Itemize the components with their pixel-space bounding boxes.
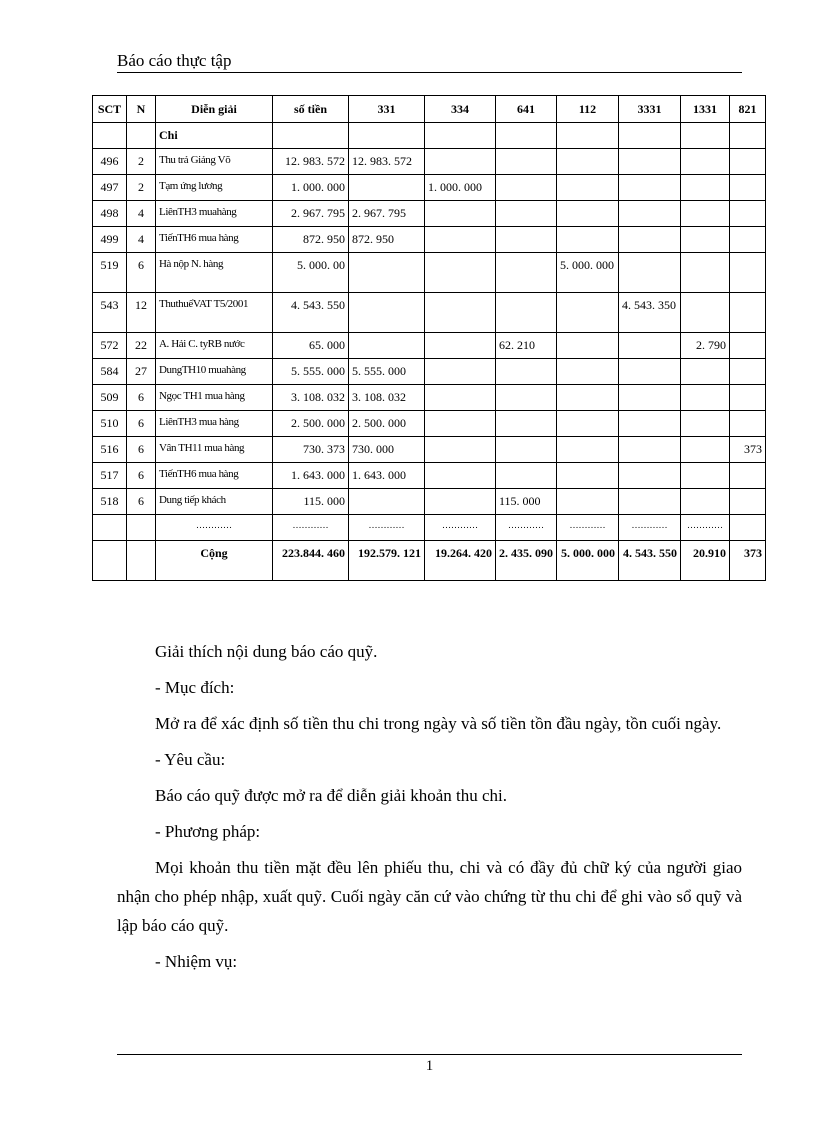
table-cell: 584 (93, 359, 127, 385)
total-value: 223.844. 460 (273, 541, 349, 581)
table-cell: 373 (730, 437, 766, 463)
table-cell (349, 175, 425, 201)
table-cell: 2. 500. 000 (349, 411, 425, 437)
table-cell (557, 149, 619, 175)
table-cell (730, 253, 766, 293)
table-row (93, 227, 766, 253)
table-cell: ………… (619, 515, 681, 541)
table-cell (425, 489, 496, 515)
table-cell (425, 333, 496, 359)
section-row (93, 123, 766, 149)
table-cell: 2. 790 (681, 333, 730, 359)
table-row (93, 489, 766, 515)
table-cell (425, 359, 496, 385)
table-cell (557, 227, 619, 253)
table-cell: 115. 000 (273, 489, 349, 515)
page-number: 1 (425, 1058, 434, 1074)
table-cell: 6 (127, 253, 156, 293)
table-cell (425, 293, 496, 333)
table-cell (681, 293, 730, 333)
table-cell: Thu trả Giảng Võ (156, 149, 273, 175)
table-cell: 2 (127, 175, 156, 201)
table-cell (496, 385, 557, 411)
table-cell (619, 359, 681, 385)
paragraph: - Mục đích: (155, 678, 235, 697)
table-cell (619, 333, 681, 359)
table-cell: 115. 000 (496, 489, 557, 515)
table-cell: 2 (127, 149, 156, 175)
table-cell (496, 149, 557, 175)
table-cell: 6 (127, 489, 156, 515)
page-header (117, 50, 742, 73)
table-row (93, 149, 766, 175)
table-cell: 6 (127, 463, 156, 489)
table-row (93, 437, 766, 463)
table-cell (557, 201, 619, 227)
table-cell: ………… (557, 515, 619, 541)
table-cell (496, 463, 557, 489)
table-cell (127, 515, 156, 541)
table-cell: 509 (93, 385, 127, 411)
table-cell (619, 227, 681, 253)
table-cell: 12 (127, 293, 156, 333)
table-cell (349, 253, 425, 293)
table-cell (619, 489, 681, 515)
table-cell: 6 (127, 437, 156, 463)
table-cell (681, 385, 730, 411)
table-row (93, 411, 766, 437)
table-cell: A. Hải C. tyRB nước (156, 333, 273, 359)
col-header: 641 (496, 96, 557, 123)
table-cell: 2. 500. 000 (273, 411, 349, 437)
table-cell (496, 359, 557, 385)
table-cell (557, 359, 619, 385)
table-cell: 497 (93, 175, 127, 201)
table-cell (557, 411, 619, 437)
paragraph: Giải thích nội dung báo cáo quỹ. (155, 642, 378, 661)
table-cell (425, 385, 496, 411)
table-cell: 516 (93, 437, 127, 463)
table-cell (425, 437, 496, 463)
table-cell (681, 359, 730, 385)
table-cell: TiếnTH6 mua hàng (156, 227, 273, 253)
col-header: 112 (557, 96, 619, 123)
table-cell (730, 227, 766, 253)
table-cell (681, 253, 730, 293)
table-cell: 1. 643. 000 (273, 463, 349, 489)
table-cell: ………… (156, 515, 273, 541)
table-cell (730, 201, 766, 227)
table-cell (557, 293, 619, 333)
table-cell (496, 437, 557, 463)
table-cell: ………… (496, 515, 557, 541)
paragraph: Báo cáo quỹ được mở ra để diễn giải khoản thu chi. (155, 786, 507, 805)
col-header: 821 (730, 96, 766, 123)
table-cell (557, 175, 619, 201)
table-cell: 730. 373 (273, 437, 349, 463)
table-cell (681, 411, 730, 437)
paragraph: - Yêu cầu: (155, 750, 226, 769)
total-label: Cộng (156, 541, 273, 581)
table-cell: 1. 000. 000 (425, 175, 496, 201)
col-header: Diễn giải (156, 96, 273, 123)
table-cell: ………… (425, 515, 496, 541)
col-header: 331 (349, 96, 425, 123)
table-cell (496, 175, 557, 201)
table-cell (730, 149, 766, 175)
table-cell: 22 (127, 333, 156, 359)
table-cell: 510 (93, 411, 127, 437)
table-cell: 498 (93, 201, 127, 227)
table-cell (557, 489, 619, 515)
table-cell (127, 541, 156, 581)
table-cell: 5. 000. 000 (557, 253, 619, 293)
table-cell: 872. 950 (349, 227, 425, 253)
paragraph: Mở ra để xác định số tiền thu chi trong ngày và số tiền tồn đầu ngày, tồn cuối ngày. (155, 714, 722, 733)
table-cell: 872. 950 (273, 227, 349, 253)
table-cell (619, 201, 681, 227)
table-cell: LiênTH3 muahàng (156, 201, 273, 227)
table-cell: 3. 108. 032 (349, 385, 425, 411)
table-cell (557, 463, 619, 489)
table-header-row (93, 96, 766, 123)
table-cell: 4 (127, 201, 156, 227)
table-cell: 496 (93, 149, 127, 175)
table-row (93, 175, 766, 201)
table-cell (619, 385, 681, 411)
table-cell (619, 437, 681, 463)
table-cell: ………… (349, 515, 425, 541)
table-cell: 2. 967. 795 (349, 201, 425, 227)
cash-report-table (92, 95, 766, 581)
table-cell (681, 463, 730, 489)
table-row (93, 293, 766, 333)
table-row (93, 253, 766, 293)
col-header: SCT (93, 96, 127, 123)
table-cell: 518 (93, 489, 127, 515)
footer-divider (117, 1054, 742, 1055)
table-cell: 5. 555. 000 (349, 359, 425, 385)
table-cell: 5. 555. 000 (273, 359, 349, 385)
table-cell (730, 489, 766, 515)
table-row (93, 333, 766, 359)
table-cell (425, 149, 496, 175)
table-cell (730, 463, 766, 489)
table-cell (619, 463, 681, 489)
table-cell: 572 (93, 333, 127, 359)
total-value: 192.579. 121 (349, 541, 425, 581)
table-cell: DungTH10 muahàng (156, 359, 273, 385)
table-cell (349, 293, 425, 333)
table-cell (730, 359, 766, 385)
table-cell (681, 201, 730, 227)
total-row (93, 541, 766, 581)
table-cell: ThuthuếVAT T5/2001 (156, 293, 273, 333)
table-cell (730, 293, 766, 333)
table-cell (496, 253, 557, 293)
table-cell (557, 385, 619, 411)
col-header: 334 (425, 96, 496, 123)
table-cell: Dung tiếp khách (156, 489, 273, 515)
table-cell: 499 (93, 227, 127, 253)
table-cell: ………… (273, 515, 349, 541)
table-cell (425, 463, 496, 489)
table-cell: 4. 543. 550 (273, 293, 349, 333)
table-cell (349, 489, 425, 515)
table-cell (557, 437, 619, 463)
table-cell (557, 333, 619, 359)
table-cell: 62. 210 (496, 333, 557, 359)
table-cell: LiênTH3 mua hàng (156, 411, 273, 437)
table-cell: Tạm ứng lương (156, 175, 273, 201)
table-cell (425, 227, 496, 253)
table-cell (496, 411, 557, 437)
table-cell: 517 (93, 463, 127, 489)
table-cell (93, 515, 127, 541)
table-cell (730, 515, 766, 541)
table-cell: ………… (681, 515, 730, 541)
table-cell: 6 (127, 385, 156, 411)
table-row (93, 515, 766, 541)
explanation-text (117, 637, 742, 976)
table-cell (681, 149, 730, 175)
table-row (93, 463, 766, 489)
col-header: 1331 (681, 96, 730, 123)
table-row (93, 359, 766, 385)
table-cell: 4. 543. 350 (619, 293, 681, 333)
table-cell: 4 (127, 227, 156, 253)
table-cell: 3. 108. 032 (273, 385, 349, 411)
table-cell (730, 411, 766, 437)
table-cell: 519 (93, 253, 127, 293)
table-cell (681, 437, 730, 463)
col-header: số tiền (273, 96, 349, 123)
paragraph: - Nhiệm vụ: (155, 952, 238, 971)
table-cell: Hà nộp N. hàng (156, 253, 273, 293)
table-cell: 12. 983. 572 (273, 149, 349, 175)
table-cell (619, 253, 681, 293)
table-cell: 730. 000 (349, 437, 425, 463)
table-cell: 27 (127, 359, 156, 385)
table-cell: TiếnTH6 mua hàng (156, 463, 273, 489)
col-header: 3331 (619, 96, 681, 123)
table-cell: 5. 000. 00 (273, 253, 349, 293)
total-value: 2. 435. 090 (496, 541, 557, 581)
table-cell (425, 201, 496, 227)
table-cell (681, 175, 730, 201)
table-cell (730, 333, 766, 359)
table-cell (349, 333, 425, 359)
table-cell: 1. 643. 000 (349, 463, 425, 489)
table-cell (496, 227, 557, 253)
table-cell (730, 385, 766, 411)
table-cell: 6 (127, 411, 156, 437)
table-cell: 543 (93, 293, 127, 333)
table-cell: 12. 983. 572 (349, 149, 425, 175)
table-cell: 65. 000 (273, 333, 349, 359)
table-cell: Ngọc TH1 mua hàng (156, 385, 273, 411)
table-row (93, 385, 766, 411)
table-cell (93, 541, 127, 581)
paragraph: - Phương pháp: (155, 822, 261, 841)
header-title: Báo cáo thực tập (117, 51, 232, 70)
table-cell (619, 411, 681, 437)
table-cell (681, 489, 730, 515)
table-cell (496, 293, 557, 333)
table-cell (730, 175, 766, 201)
table-row (93, 201, 766, 227)
table-cell: 2. 967. 795 (273, 201, 349, 227)
table-cell: Vân TH11 mua hàng (156, 437, 273, 463)
table-cell (681, 227, 730, 253)
col-header: N (127, 96, 156, 123)
paragraph: Mọi khoản thu tiền mặt đều lên phiếu thu, chi và có đầy đủ chữ ký của người giao nhận cho phép nhập, xuất quỹ. Cuối ngày căn cứ vào chứng từ thu chi để ghi vào sổ quỹ và lập báo cáo quỹ. (117, 858, 742, 935)
total-value: 5. 000. 000 (557, 541, 619, 581)
total-value: 373 (730, 541, 766, 581)
section-label: Chi (156, 123, 273, 149)
table-cell (425, 253, 496, 293)
total-value: 20.910 (681, 541, 730, 581)
table-cell (619, 149, 681, 175)
table-cell (619, 175, 681, 201)
table-cell: 1. 000. 000 (273, 175, 349, 201)
table-cell (496, 201, 557, 227)
total-value: 19.264. 420 (425, 541, 496, 581)
total-value: 4. 543. 550 (619, 541, 681, 581)
table-cell (425, 411, 496, 437)
